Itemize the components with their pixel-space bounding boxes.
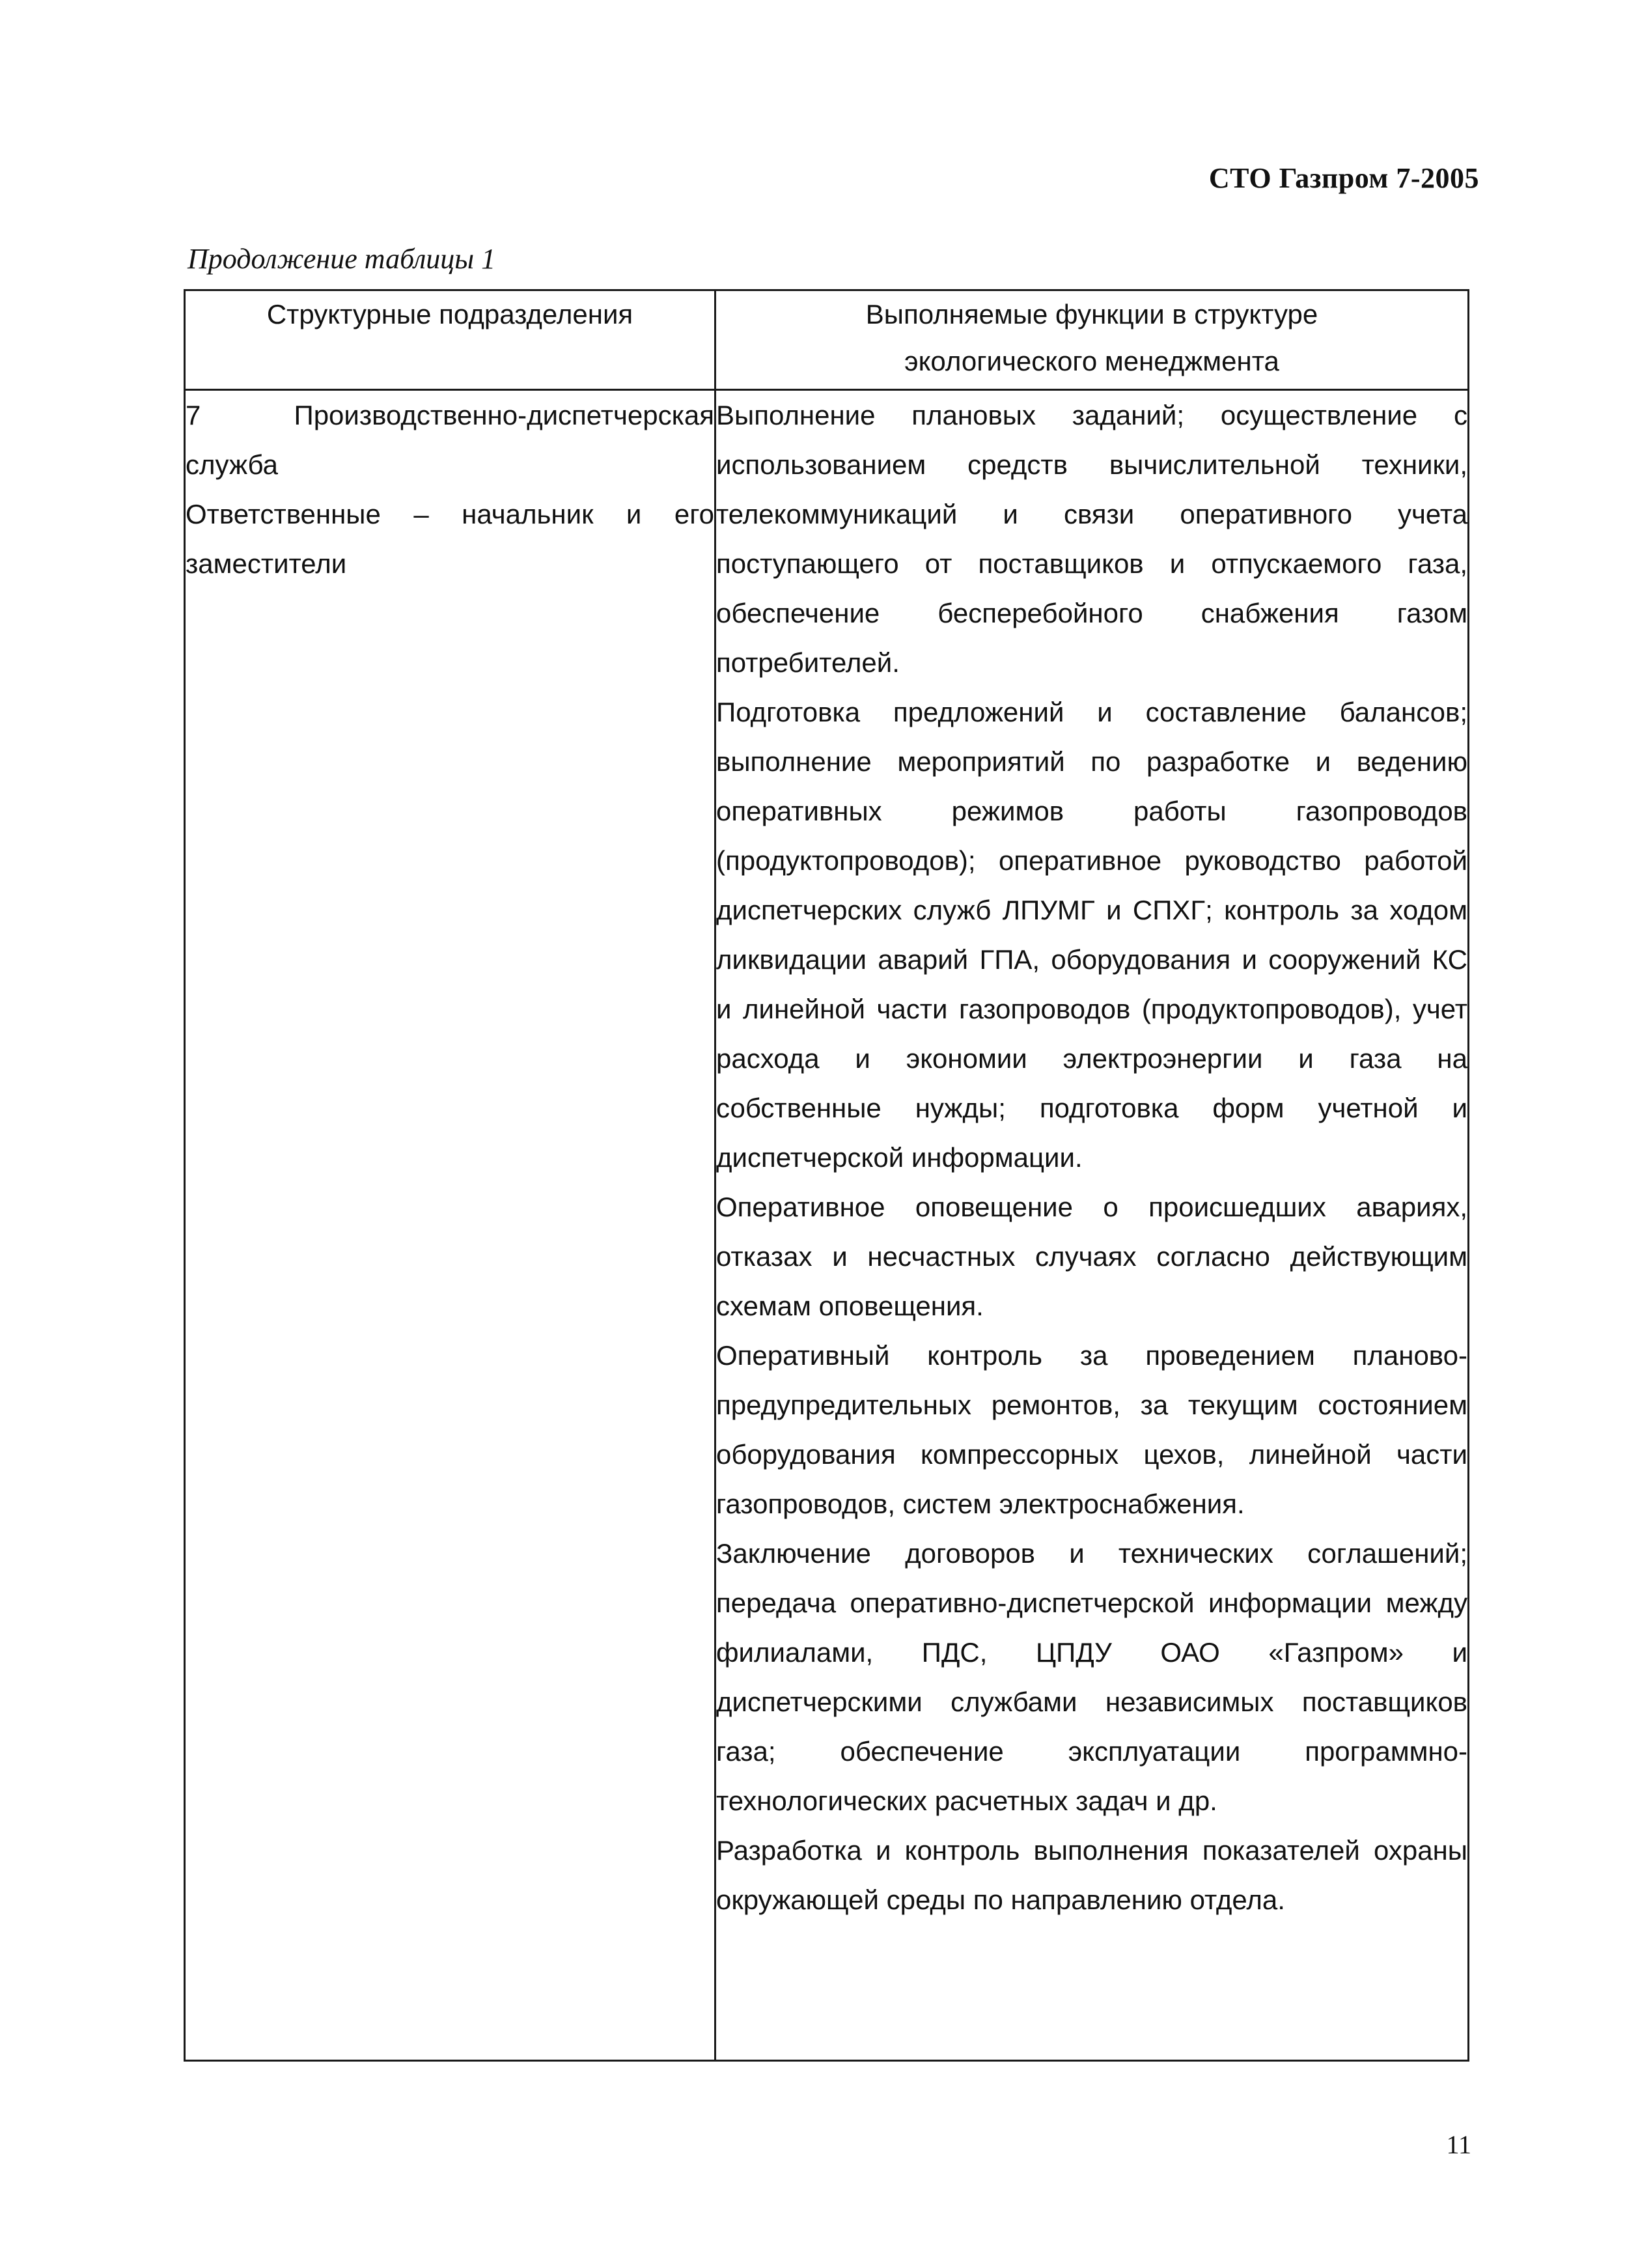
division-cell bbox=[185, 390, 715, 2061]
function-paragraph: Заключение договоров и технических соглашений; передача оперативно-диспетчерской информации между филиалами, ПДС, ЦПДУ ОАО «Газпром» и диспетчерскими службами независимых поставщиков газа; обеспечение эксплуатации программно-технологических расчетных задач и др. bbox=[716, 1538, 1467, 1816]
function-paragraph: Разработка и контроль выполнения показателей охраны окружающей среды по направлению отдела. bbox=[716, 1835, 1467, 1915]
responsible-persons: Ответственные – начальник и его заместители bbox=[186, 499, 714, 579]
document-code: СТО Газпром 7-2005 bbox=[1208, 162, 1479, 194]
function-paragraph: Подготовка предложений и составление балансов; выполнение мероприятий по разработке и ведению оперативных режимов работы газопроводов (продуктопроводов); оперативное руководство работой диспетчерских служб ЛПУМГ и СПХГ; контроль за ходом ликвидации аварий ГПА, оборудования и сооружений КС и линейной части газопроводов (продуктопроводов), учет расхода и экономии электроэнергии и газа на собственные нужды; подготовка форм учетной и диспетчерской информации. bbox=[716, 697, 1467, 1173]
column-header-functions bbox=[715, 290, 1469, 390]
table-header-row bbox=[185, 290, 1469, 390]
functions-table bbox=[184, 289, 1469, 2062]
column-header-divisions-label: Структурные подразделения bbox=[266, 299, 633, 329]
division-name: 7 Производственно-диспетчерская служба bbox=[186, 400, 714, 480]
page-number: 11 bbox=[1446, 2130, 1471, 2159]
function-paragraph: Оперативное оповещение о происшедших авариях, отказах и несчастных случаях согласно действующим схемам оповещения. bbox=[716, 1192, 1467, 1321]
column-header-divisions bbox=[185, 290, 715, 390]
table-caption: Продолжение таблицы 1 bbox=[188, 243, 496, 275]
column-header-functions-line-2: экологического менеджмента bbox=[904, 346, 1279, 376]
functions-cell bbox=[715, 390, 1469, 2061]
function-paragraph: Оперативный контроль за проведением планово-предупредительных ремонтов, за текущим состоянием оборудования компрессорных цехов, линейной части газопроводов, систем электроснабжения. bbox=[716, 1340, 1467, 1519]
table-row bbox=[185, 390, 1469, 2061]
column-header-functions-line-1: Выполняемые функции в структуре bbox=[865, 299, 1318, 329]
function-paragraph: Выполнение плановых заданий; осуществление с использованием средств вычислительной техники, телекоммуникаций и связи оперативного учета поступающего от поставщиков и отпускаемого газа, обеспечение бесперебойного снабжения газом потребителей. bbox=[716, 400, 1467, 678]
